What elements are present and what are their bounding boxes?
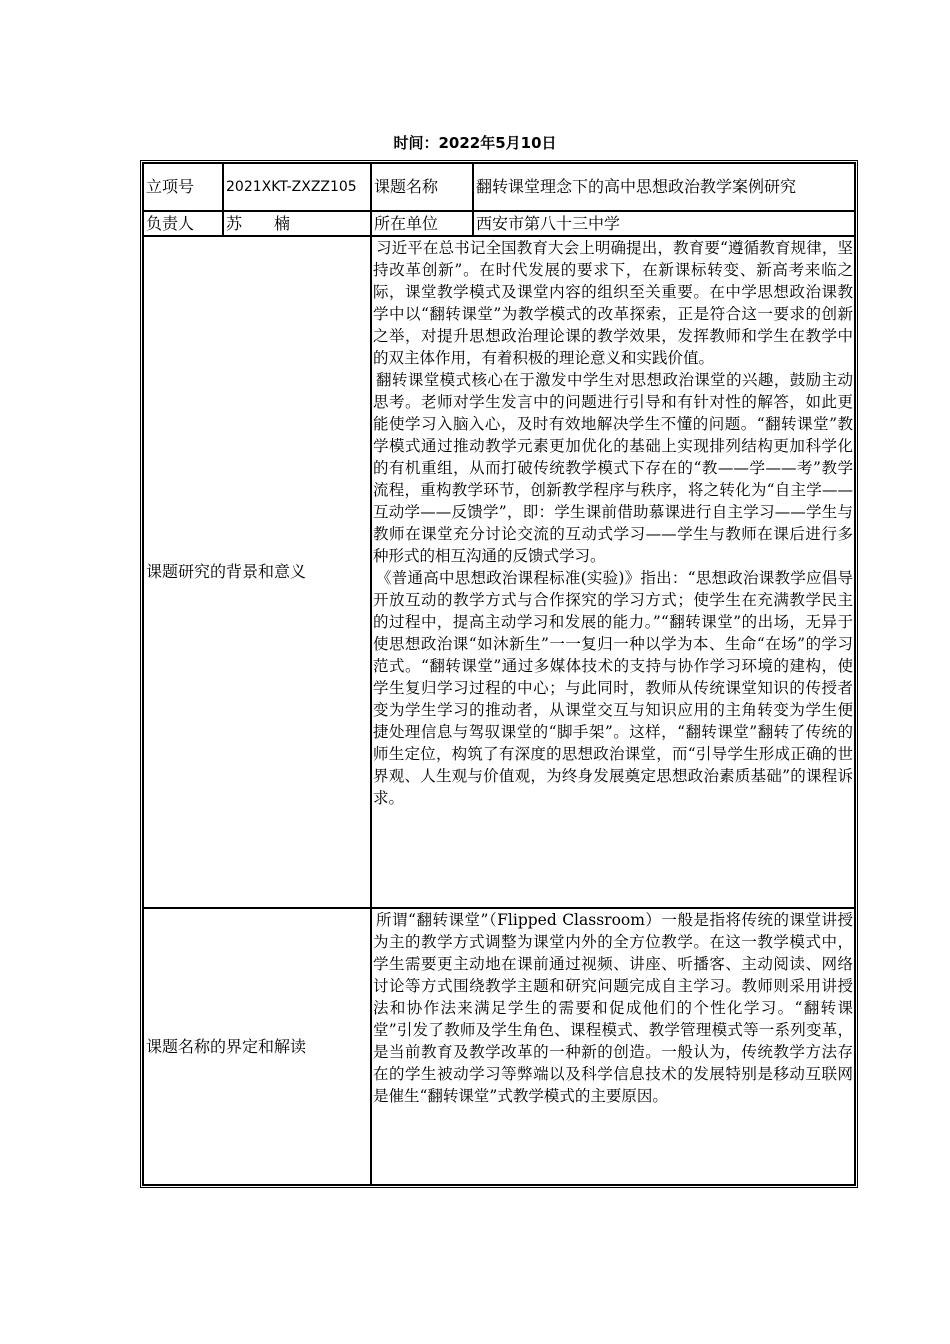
background-paragraph: 翻转课堂模式核心在于激发中学生对思想政治课堂的兴趣，鼓励主动思考。老师对学生发言中的问题进行引导和有针对性的解答，如此更能使学习入脑入心，及时有效地解决学生不懂的问题。“翻转课堂”教学模式通过推动教学元素更加优化的基础上实现排列结构更加科学化的有机重组，从而打破传统教学模式下存在的“教——学——考”教学流程，重构教学环节，创新教学程序与秩序，将之转化为“自主学——互动学——反馈学”，即：学生课前借助慕课进行自主学习——学生与教师在课堂充分讨论交流的互动式学习——学生与教师在课后进行多种形式的相互沟通的反馈式学习。 [373,371,853,565]
background-label-text: 课题研究的背景和意义 [146,562,307,581]
owner-label: 负责人 [143,211,223,236]
background-label [143,236,371,908]
table-row [143,211,855,236]
background-paragraph: 习近平在总书记全国教育大会上明确提出，教育要“遵循教育规律，坚持改革创新”。在时代发展的要求下，在新课标转变、新高考来临之际，课堂教学模式及课堂内容的组织至关重要。在中学思想政治课教学中以“翻转课堂”为教学模式的改革探索，正是符合这一要求的创新之举，对提升思想政治理论课的教学效果，发挥教师和学生在教学中的双主体作用，有着积极的理论意义和实践价值。 [373,239,853,367]
topic-value: 翻转课堂理念下的高中思想政治教学案例研究 [473,163,855,211]
project-no-label: 立项号 [143,163,223,211]
definition-content [371,908,855,1185]
unit-value: 西安市第八十三中学 [473,211,855,236]
background-paragraph: 《普通高中思想政治课程标准(实验)》指出：“思想政治课教学应倡导开放互动的教学方式与合作探究的学习方式；使学生在充满教学民主的过程中，提高主动学习和发展的能力。”“翻转课堂”的出场，无异于使思想政治课“如沐新生”一一复归一种以学为本、生命“在场”的学习范式。“翻转课堂”通过多媒体技术的支持与协作学习环境的建构，使学生复归学习过程的中心；与此同时，教师从传统课堂知识的传授者变为学生学习的推动者，从课堂交互与知识应用的主角转变为学生便捷处理信息与驾驭课堂的“脚手架”。这样，“翻转课堂”翻转了传统的师生定位，构筑了有深度的思想政治课堂，而“引导学生形成正确的世界观、人生观与价值观，为终身发展奠定思想政治素质基础”的课程诉求。 [373,569,853,807]
project-no-value: 2021XKT-ZXZZ105 [223,163,371,211]
definition-label-text: 课题名称的界定和解读 [146,1036,307,1056]
table-row [143,236,855,908]
background-content [371,236,855,908]
definition-label [143,908,371,1185]
date-line: 时间：2022年5月10日 [393,134,557,152]
topic-label: 课题名称 [371,163,473,211]
table-row [143,163,855,211]
definition-paragraph: 所谓“翻转课堂”（Flipped Classroom）一般是指将传统的课堂讲授为主的教学方式调整为课堂内外的全方位教学。在这一教学模式中，学生需要更主动地在课前通过视频、讲座、听播客、主动阅读、网络讨论等方式围绕教学主题和研究问题完成自主学习。教师则采用讲授法和协作法来满足学生的需要和促成他们的个性化学习。“翻转课堂”引发了教师及学生角色、课程模式、教学管理模式等一系列变革，是当前教育及教学改革的一种新的创造。一般认为，传统教学方法存在的学生被动学习等弊端以及科学信息技术的发展特别是移动互联网是催生“翻转课堂”式教学模式的主要原因。 [373,911,853,1105]
owner-value: 苏 楠 [223,211,371,236]
table-row [143,908,855,1185]
unit-label: 所在单位 [371,211,473,236]
project-info-table [140,160,858,1188]
